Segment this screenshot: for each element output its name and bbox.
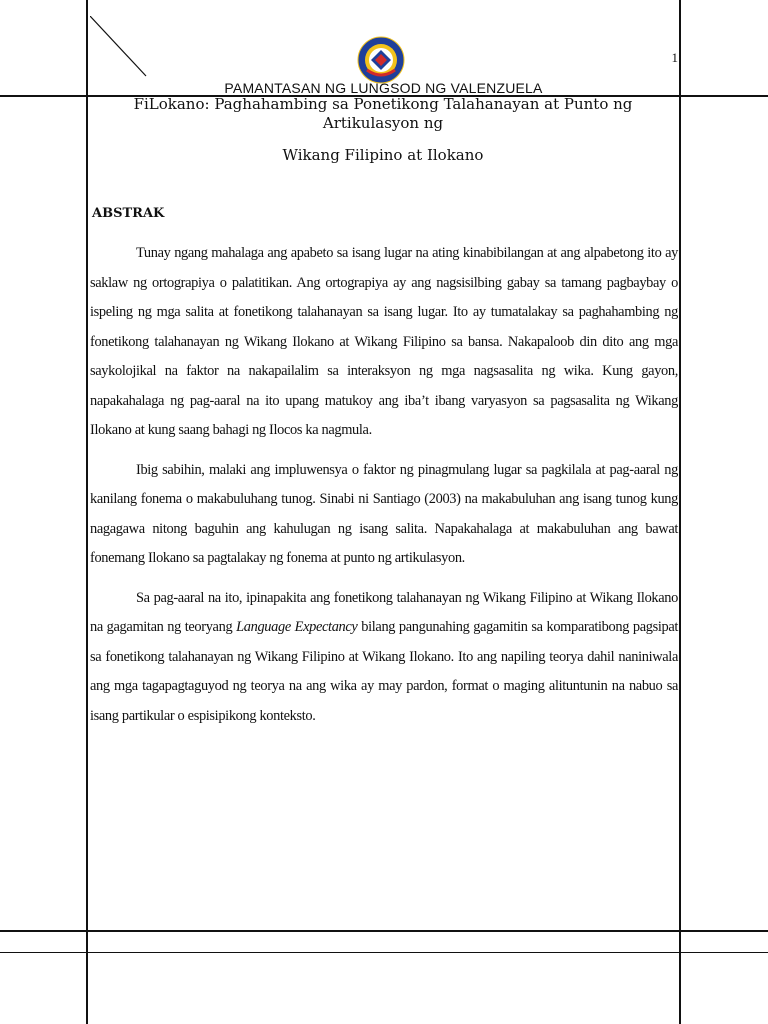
document-subtitle: Wikang Filipino at Ilokano [282, 146, 484, 164]
right-margin-rule [679, 0, 681, 1024]
abstract-body [90, 239, 678, 741]
university-name: PAMANTASAN NG LUNGSOD NG VALENZUELA [224, 80, 543, 96]
section-heading: ABSTRAK [92, 206, 165, 221]
abstract-paragraph-2: Ibig sabihin, malaki ang impluwensya o faktor ng pinagmulang lugar sa pagkilala at pag-aaral ng kanilang fonema o makabuluhang tunog. Sinabi ni Santiago (2003) na makabuluhan ang isang tunog kung nagagawa nitong baguhin ang kahulugan ng isang salita. Napakahalaga at makabuluhan ang bawat fonemang Ilokano sa pagtalakay ng fonema at punto ng artikulasyon. [90, 461, 678, 566]
page-number: 1 [671, 50, 678, 65]
university-seal-icon [357, 36, 405, 84]
paragraph-3-text-start: Sa pag-aaral na ito, ipinapakita ang fonetikong talahanayan ng Wikang Filipino at Wikang Ilokano na gagamitan ng teoryang [90, 589, 678, 635]
paragraph-3-text-end: bilang pangunahing gagamitin sa komparatibong pagsipat sa fonetikong talahanayan ng Wikang Filipino at Wikang Ilokano. Ito ang napiling teorya dahil naniniwala ang mga tagapagtaguyod ng teorya na ang wika ay may pardon, format o maging alituntunin na nabuo sa isang partikular o espisipikong konteksto. [90, 619, 678, 724]
footer-rule-upper [0, 930, 768, 932]
abstract-paragraph-3 [90, 584, 678, 732]
abstract-paragraph-1: Tunay ngang mahalaga ang apabeto sa isang lugar na ating kinabibilangan at ang alpabetong ito ay saklaw ng ortograpiya o palatitikan. Ang ortograpiya ay ang nagsisilbing gabay sa tamang pagbaybay o ispeling ng mga salita at fonetikong talahanayan sa isang lugar. Ito ay tumatalakay sa paghahambing ng fonetikong talahanayan ng Wikang Ilokano at Wikang Filipino sa bansa. Nakapaloob din dito ang mga saykolojikal na faktor na nakapailalim sa interaksyon ng mga nagsasalita ng wika. Kung gayon, napakahalaga ng pag-aaral na ito upang matukoy ang iba’t ibang varyasyon sa pagsasalita ng Wikang Ilokano at kung saang bahagi ng Ilocos ka nagmula. [90, 245, 678, 438]
document-title: FiLokano: Paghahambing sa Ponetikong Talahanayan at Punto ng Artikulasyon ng [133, 95, 633, 132]
diagonal-corner-line [90, 16, 150, 78]
footer-rule-lower [0, 952, 768, 953]
left-margin-rule [86, 0, 88, 1024]
theory-name: Language Expectancy [236, 619, 358, 635]
